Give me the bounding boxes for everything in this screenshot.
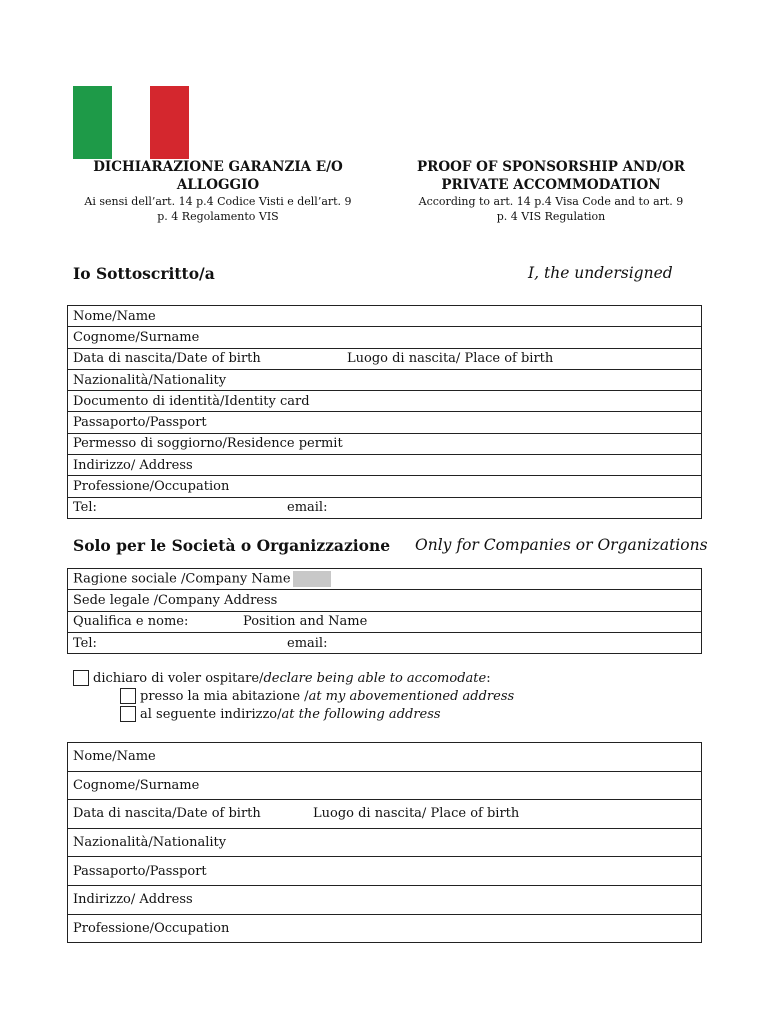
section2-title-it: Solo per le Società o Organizzazione xyxy=(73,536,391,555)
option-home-row xyxy=(120,688,514,704)
field-company-name[interactable] xyxy=(68,569,702,590)
option-address-it: al seguente indirizzo/ xyxy=(140,706,282,722)
field-company-contact[interactable] xyxy=(68,632,702,653)
section2-title-en: Only for Companies or Organizations xyxy=(415,536,708,554)
option-home-it: presso la mia abitazione / xyxy=(140,688,309,704)
guest-birth-place: Luogo di nascita/ Place of birth xyxy=(313,806,520,822)
option-home-checkbox[interactable] xyxy=(120,688,136,704)
field-birth-place: Luogo di nascita/ Place of birth xyxy=(347,351,554,367)
field-tel: Tel: xyxy=(73,500,97,516)
guest-birth[interactable] xyxy=(68,800,702,829)
flag-green-stripe xyxy=(73,86,112,159)
option-address-checkbox[interactable] xyxy=(120,706,136,722)
field-surname[interactable]: Cognome/Surname xyxy=(68,327,702,348)
field-email: email: xyxy=(287,500,328,516)
field-address[interactable]: Indirizzo/ Address xyxy=(68,455,702,476)
guest-birth-date: Data di nascita/Date of birth xyxy=(73,806,261,822)
header-it-title-2: ALLOGGIO xyxy=(176,177,260,193)
field-passport[interactable]: Passaporto/Passport xyxy=(68,412,702,433)
declaration-en: declare being able to accomodate xyxy=(263,670,487,686)
field-name[interactable]: Nome/Name xyxy=(68,306,702,327)
header-en-sub-1: According to art. 14 p.4 Visa Code and to art. 9 xyxy=(418,195,684,208)
option-home-en: at my abovementioned address xyxy=(308,688,515,704)
header-en-sub-2: p. 4 VIS Regulation xyxy=(496,210,606,223)
field-nationality[interactable]: Nazionalità/Nationality xyxy=(68,369,702,390)
guest-nationality[interactable]: Nazionalità/Nationality xyxy=(68,828,702,857)
field-company-address[interactable]: Sede legale /Company Address xyxy=(68,590,702,611)
flag-white-stripe xyxy=(112,86,151,159)
field-residence-permit[interactable]: Permesso di soggiorno/Residence permit xyxy=(68,433,702,454)
section1-title-en: I, the undersigned xyxy=(528,264,673,282)
italian-flag xyxy=(73,86,189,159)
field-identity-card[interactable]: Documento di identità/Identity card xyxy=(68,391,702,412)
qualifica-label: Qualifica e nome: xyxy=(73,614,189,630)
option-address-en: at the following address xyxy=(281,706,441,722)
company-table xyxy=(67,568,702,654)
header-en-title-2: PRIVATE ACCOMMODATION xyxy=(441,177,661,193)
header-it-sub-2: p. 4 Regolamento VIS xyxy=(157,210,279,223)
redacted-block xyxy=(293,571,331,587)
declaration-row xyxy=(73,670,491,686)
header-italian xyxy=(70,158,366,224)
declaration-colon: : xyxy=(486,670,491,686)
declare-checkbox[interactable] xyxy=(73,670,89,686)
option-address-row xyxy=(120,706,441,722)
company-tel: Tel: xyxy=(73,635,97,651)
header-en-title-1: PROOF OF SPONSORSHIP AND/OR xyxy=(416,159,686,175)
guest-passport[interactable]: Passaporto/Passport xyxy=(68,857,702,886)
guest-address[interactable]: Indirizzo/ Address xyxy=(68,885,702,914)
header-it-sub-1: Ai sensi dell’art. 14 p.4 Codice Visti e dell’art. 9 xyxy=(84,195,352,208)
guest-name[interactable]: Nome/Name xyxy=(68,743,702,772)
guest-occupation[interactable]: Professione/Occupation xyxy=(68,914,702,943)
flag-red-stripe xyxy=(150,86,189,159)
company-email: email: xyxy=(287,635,328,651)
field-birth-date: Data di nascita/Date of birth xyxy=(73,351,261,367)
field-qualifica[interactable] xyxy=(68,611,702,632)
company-name-label: Ragione sociale /Company Name xyxy=(73,571,291,587)
guest-surname[interactable]: Cognome/Surname xyxy=(68,771,702,800)
field-contact[interactable] xyxy=(68,497,702,518)
field-occupation[interactable]: Professione/Occupation xyxy=(68,476,702,497)
section1-title-it: Io Sottoscritto/a xyxy=(73,264,215,283)
undersigned-table xyxy=(67,305,702,519)
header-it-title-1: DICHIARAZIONE GARANZIA E/O xyxy=(93,159,343,175)
field-birth[interactable] xyxy=(68,348,702,369)
position-label: Position and Name xyxy=(243,614,368,630)
declaration-it: dichiaro di voler ospitare/ xyxy=(93,670,264,686)
guest-table xyxy=(67,742,702,943)
header-english xyxy=(404,158,698,224)
